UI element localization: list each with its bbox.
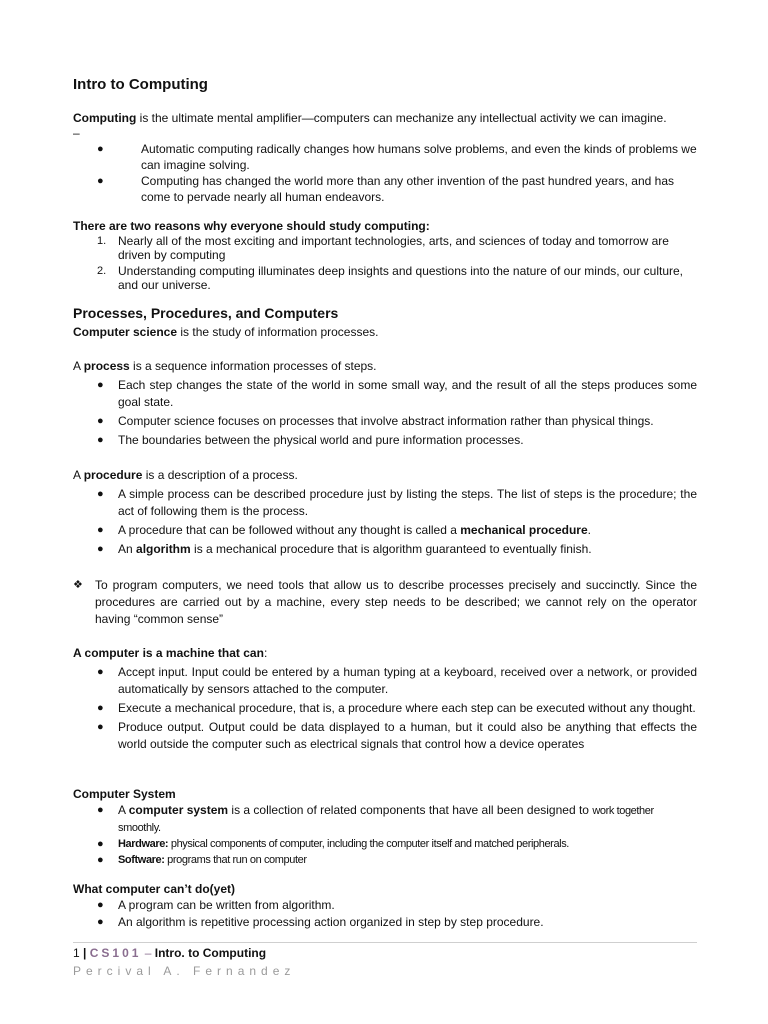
reasons-list [73, 234, 697, 292]
bullet-icon: ● [97, 804, 104, 816]
diamond-icon: ❖ [73, 579, 83, 591]
bullet-icon: ● [97, 415, 104, 427]
list-item-text: The boundaries between the physical world and pure information processes. [118, 433, 524, 447]
procedure-term: procedure [83, 468, 143, 482]
list-item-text: Accept input. Input could be entered by a human typing at a keyboard, received over a network, or provided automatically by sensors attached to the computer. [118, 665, 697, 696]
list-item-text [118, 802, 697, 836]
reasons-heading: There are two reasons why everyone should study computing: [73, 219, 430, 233]
text-run: A [118, 803, 129, 817]
list-item [73, 432, 697, 449]
cs-text: is the study of information processes. [177, 325, 379, 339]
text-run: programs that run on computer [164, 854, 307, 866]
list-item-text: A simple process can be described procedure just by listing the steps. The list of steps is the procedure; the act of following them is the process. [118, 487, 697, 518]
text-run: work together smoothly. [118, 805, 654, 834]
bullet-icon: ● [97, 143, 104, 155]
note-text: To program computers, we need tools that allow us to describe processes precisely and succinctly. Since the procedures are carried out by a machine, every step needs to be described; we cannot rely on the operator having “common sense” [95, 578, 697, 626]
procedure-list [73, 486, 697, 558]
text-run: physical components of computer, including the computer itself and matched peripherals. [168, 838, 569, 850]
bullet-icon: ● [97, 838, 104, 850]
numbered-item-text: Nearly all of the most exciting and important technologies, arts, and sciences of today and tomorrow are driven by computing [118, 234, 669, 262]
cs-term: Computer science [73, 325, 178, 339]
bullet-icon: ● [97, 175, 104, 187]
bullet-icon: ● [97, 854, 104, 866]
system-heading: Computer System [73, 787, 176, 801]
list-item [73, 522, 697, 539]
list-item [73, 852, 697, 868]
section-heading: Processes, Procedures, and Computers [73, 305, 339, 321]
cant-heading: What computer can’t do(yet) [73, 882, 236, 896]
article-text: A [73, 468, 84, 482]
intro-list [73, 141, 697, 205]
list-item-text [118, 522, 697, 539]
bullet-icon: ● [97, 434, 104, 446]
numbered-item [73, 264, 697, 292]
list-item [73, 141, 697, 173]
colon-text: : [263, 646, 268, 660]
note-item [73, 577, 697, 628]
cant-list [73, 897, 697, 931]
procedure-definition [73, 468, 697, 483]
process-list [73, 377, 697, 449]
footer-dash: – [141, 946, 155, 960]
list-item-text [118, 541, 697, 558]
footer-divider [73, 942, 697, 943]
text-run: is a collection of related components that have all been designed to [228, 803, 593, 817]
numbered-item-text: Understanding computing illuminates deep insights and questions into the nature of our minds, our culture, and our universe. [118, 264, 684, 292]
bullet-icon: ● [97, 543, 104, 555]
article-text: A [73, 359, 84, 373]
process-text: is a sequence information processes of steps. [129, 359, 377, 373]
bullet-icon: ● [97, 916, 104, 928]
list-item [73, 802, 697, 836]
list-item [73, 664, 697, 698]
list-item [73, 700, 697, 717]
list-item-text [118, 852, 697, 868]
text-run: A procedure that can be followed without any thought is called a [118, 523, 461, 537]
intro-term: Computing [73, 111, 137, 125]
bullet-icon: ● [97, 379, 104, 391]
system-list [73, 802, 697, 868]
bullet-icon: ● [97, 702, 104, 714]
list-item-text: An algorithm is repetitive processing action organized in step by step procedure. [118, 915, 544, 929]
list-item [73, 486, 697, 520]
bullet-icon: ● [97, 721, 104, 733]
text-run: . [587, 523, 591, 537]
computer-system-term: computer system [128, 803, 229, 817]
footer-separator: | [79, 946, 90, 960]
list-item [73, 413, 697, 430]
intro-dash: – [73, 126, 80, 140]
numbered-item [73, 234, 697, 262]
item-number: 2. [97, 265, 107, 277]
list-item [73, 173, 697, 205]
mechanical-procedure-term: mechanical procedure [460, 523, 588, 537]
machine-heading-text: A computer is a machine that can [73, 646, 264, 660]
list-item-text [118, 836, 697, 852]
page-title: Intro to Computing [73, 76, 208, 93]
machine-heading [73, 646, 697, 661]
footer-title: Intro. to Computing [154, 946, 267, 960]
procedure-text: is a description of a process. [142, 468, 298, 482]
list-item-text: Computing has changed the world more than any other invention of the past hundred years, and has come to pervade nearly all human endeavors. [141, 174, 675, 204]
process-definition [73, 359, 697, 374]
algorithm-term: algorithm [136, 542, 191, 556]
footer [73, 946, 266, 960]
hardware-term: Hardware: [118, 838, 169, 850]
intro-paragraph [73, 111, 697, 141]
bullet-icon: ● [97, 524, 104, 536]
list-item [73, 914, 697, 931]
list-item [73, 836, 697, 852]
list-item-text: A program can be written from algorithm. [118, 898, 335, 912]
list-item-text: Produce output. Output could be data displayed to a human, but it could also be anything that effects the world outside the computer such as electrical signals that control how a device operates [118, 720, 697, 751]
course-code: CS101 [89, 946, 142, 960]
list-item-text: Computer science focuses on processes that involve abstract information rather than physical things. [118, 414, 654, 428]
bullet-icon: ● [97, 899, 104, 911]
note-block [73, 577, 697, 628]
bullet-icon: ● [97, 488, 104, 500]
list-item-text: Each step changes the state of the world in some small way, and the result of all the steps produces some goal state. [118, 378, 697, 409]
list-item [73, 377, 697, 411]
process-term: process [83, 359, 130, 373]
text-run: is a mechanical procedure that is algorithm guaranteed to eventually finish. [190, 542, 592, 556]
list-item [73, 897, 697, 914]
machine-list [73, 664, 697, 753]
list-item [73, 541, 697, 558]
text-run: An [118, 542, 137, 556]
intro-text: is the ultimate mental amplifier—computers can mechanize any intellectual activity we can imagine. [136, 111, 667, 125]
list-item [73, 719, 697, 753]
software-term: Software: [118, 854, 165, 866]
page-number: 1 [73, 946, 80, 960]
footer-author: Percival A. Fernandez [73, 964, 296, 978]
cs-definition [73, 325, 697, 340]
list-item-text: Execute a mechanical procedure, that is, a procedure where each step can be executed without any thought. [118, 701, 696, 715]
list-item-text: Automatic computing radically changes how humans solve problems, and even the kinds of problems we can imagine solving. [141, 142, 697, 172]
bullet-icon: ● [97, 666, 104, 678]
item-number: 1. [97, 235, 107, 247]
